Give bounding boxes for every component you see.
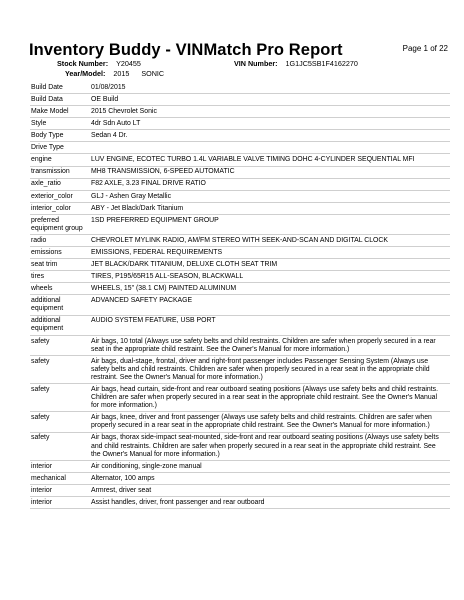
row-value: Air conditioning, single-zone manual — [91, 462, 202, 470]
row-value: 4dr Sdn Auto LT — [91, 120, 141, 128]
table-row — [30, 497, 450, 509]
table-row — [30, 485, 450, 497]
model-value: SONIC — [141, 69, 165, 78]
table-row — [30, 118, 450, 130]
table-row — [30, 94, 450, 106]
table-row — [30, 235, 450, 247]
table-row — [30, 433, 450, 461]
table-row — [30, 412, 450, 432]
row-value: Air bags, head curtain, side-front and rear outboard seating positions (Always use safety belts and child restraints. Children are safer when properly secured in a rear seat in the appropriate child restraint. See the Owner's Manual for more information.) — [91, 386, 439, 410]
row-label: Style — [31, 120, 47, 128]
stock-number-value: Y20455 — [116, 59, 141, 68]
row-label: interior — [31, 498, 53, 506]
table-row — [30, 283, 450, 295]
row-value: 01/08/2015 — [91, 83, 126, 91]
table-row — [30, 106, 450, 118]
row-label: additional equipment — [31, 317, 64, 333]
table-row — [30, 336, 450, 356]
stock-number-field — [57, 59, 141, 68]
row-value: AUDIO SYSTEM FEATURE, USB PORT — [91, 317, 216, 325]
row-value: TIRES, P195/65R15 ALL-SEASON, BLACKWALL — [91, 273, 244, 281]
vin-number-value: 1G1JC5SB1F4162270 — [285, 59, 358, 68]
table-row — [30, 473, 450, 485]
table-row — [30, 247, 450, 259]
row-value: GLJ - Ashen Gray Metallic — [91, 192, 172, 200]
row-value: WHEELS, 15" (38.1 CM) PAINTED ALUMINUM — [91, 285, 237, 293]
page-number: Page 1 of 22 — [402, 44, 448, 53]
row-label: Drive Type — [31, 144, 64, 152]
row-value: Air bags, dual-stage, frontal, driver and right-front passenger includes Passenger Sensing System (Always use safety belts and child restraints. Children are safer when properly secured in a rear seat in the appropriate child restraint. See the Owner's Manual for more information.) — [91, 357, 430, 381]
row-label: safety — [31, 414, 50, 422]
row-label: additional equipment — [31, 297, 64, 313]
row-label: Build Data — [31, 95, 63, 103]
row-label: wheels — [31, 285, 53, 293]
row-value: OE Build — [91, 95, 119, 103]
table-row — [30, 295, 450, 315]
row-label: exterior_color — [31, 192, 73, 200]
row-value — [91, 144, 450, 152]
table-row — [30, 179, 450, 191]
row-value: LUV ENGINE, ECOTEC TURBO 1.4L VARIABLE VALVE TIMING DOHC 4-CYLINDER SEQUENTIAL MFI — [91, 156, 415, 164]
table-row — [30, 384, 450, 412]
row-label: mechanical — [31, 474, 66, 482]
row-value: Air bags, thorax side-impact seat-mounted, side-front and rear outboard seating positions (Always use safety belts and child restraints. Children are safer when properly secured in a rear seat in the appropriate child restraint. See the Owner's Manual for more information.) — [91, 434, 439, 458]
row-label: seat trim — [31, 260, 58, 268]
row-value: Assist handles, driver, front passenger and rear outboard — [91, 498, 265, 506]
row-label: transmission — [31, 168, 70, 176]
table-row — [30, 191, 450, 203]
table-row — [30, 167, 450, 179]
year-model-field — [65, 69, 164, 78]
row-value: Alternator, 100 amps — [91, 474, 155, 482]
row-value: Sedan 4 Dr. — [91, 132, 128, 140]
report-title: Inventory Buddy - VINMatch Pro Report — [29, 41, 343, 59]
row-label: preferred equipment group — [31, 216, 83, 232]
table-row — [30, 130, 450, 142]
row-label: safety — [31, 434, 50, 442]
table-row — [30, 203, 450, 215]
table-row — [30, 356, 450, 384]
row-label: Make Model — [31, 107, 69, 115]
row-label: interior — [31, 462, 53, 470]
row-label: interior — [31, 486, 53, 494]
row-value: 1SD PREFERRED EQUIPMENT GROUP — [91, 216, 219, 224]
table-row — [30, 461, 450, 473]
row-value: Air bags, knee, driver and front passenger (Always use safety belts and child restraints. Children are safer when properly secured in a rear seat in the appropriate child restraint. See the Owner's Manual for more information.) — [91, 414, 432, 430]
table-row — [30, 259, 450, 271]
table-row — [30, 316, 450, 336]
row-label: safety — [31, 386, 50, 393]
table-row — [30, 154, 450, 166]
row-value: CHEVROLET MYLINK RADIO, AM/FM STEREO WITH SEEK-AND-SCAN AND DIGITAL CLOCK — [91, 236, 388, 244]
row-value: Armrest, driver seat — [91, 486, 152, 494]
row-value: MH8 TRANSMISSION, 6-SPEED AUTOMATIC — [91, 168, 235, 176]
table-row — [30, 215, 450, 235]
row-value: ADVANCED SAFETY PACKAGE — [91, 297, 193, 305]
row-label: Build Date — [31, 83, 63, 91]
stock-number-label: Stock Number: — [57, 59, 109, 68]
table-row — [30, 271, 450, 283]
row-label: tires — [31, 273, 45, 281]
row-label: engine — [31, 156, 52, 164]
row-label: axle_ratio — [31, 180, 61, 188]
row-value: 2015 Chevrolet Sonic — [91, 107, 157, 115]
row-label: Body Type — [31, 132, 64, 140]
year-value: 2015 — [113, 69, 130, 78]
row-value: JET BLACK/DARK TITANIUM, DELUXE CLOTH SEAT TRIM — [91, 260, 278, 268]
table-row — [30, 142, 450, 154]
row-label: interior_color — [31, 204, 71, 212]
vin-number-label: VIN Number: — [234, 59, 278, 68]
row-label: radio — [31, 236, 47, 244]
row-label: safety — [31, 337, 50, 345]
row-value: Air bags, 10 total (Always use safety belts and child restraints. Children are safer when properly secured in a rear seat in the appropriate child restraint. See the Owner's Manual for more information.) — [91, 337, 436, 353]
row-label: emissions — [31, 248, 62, 256]
row-value: F82 AXLE, 3.23 FINAL DRIVE RATIO — [91, 180, 206, 188]
row-value: ABY - Jet Black/Dark Titanium — [91, 204, 184, 212]
vehicle-details-table — [30, 82, 450, 509]
year-model-label: Year/Model: — [65, 69, 106, 78]
table-row — [30, 82, 450, 94]
row-value: EMISSIONS, FEDERAL REQUIREMENTS — [91, 248, 223, 256]
row-label: safety — [31, 357, 50, 365]
vin-number-field — [234, 59, 358, 68]
